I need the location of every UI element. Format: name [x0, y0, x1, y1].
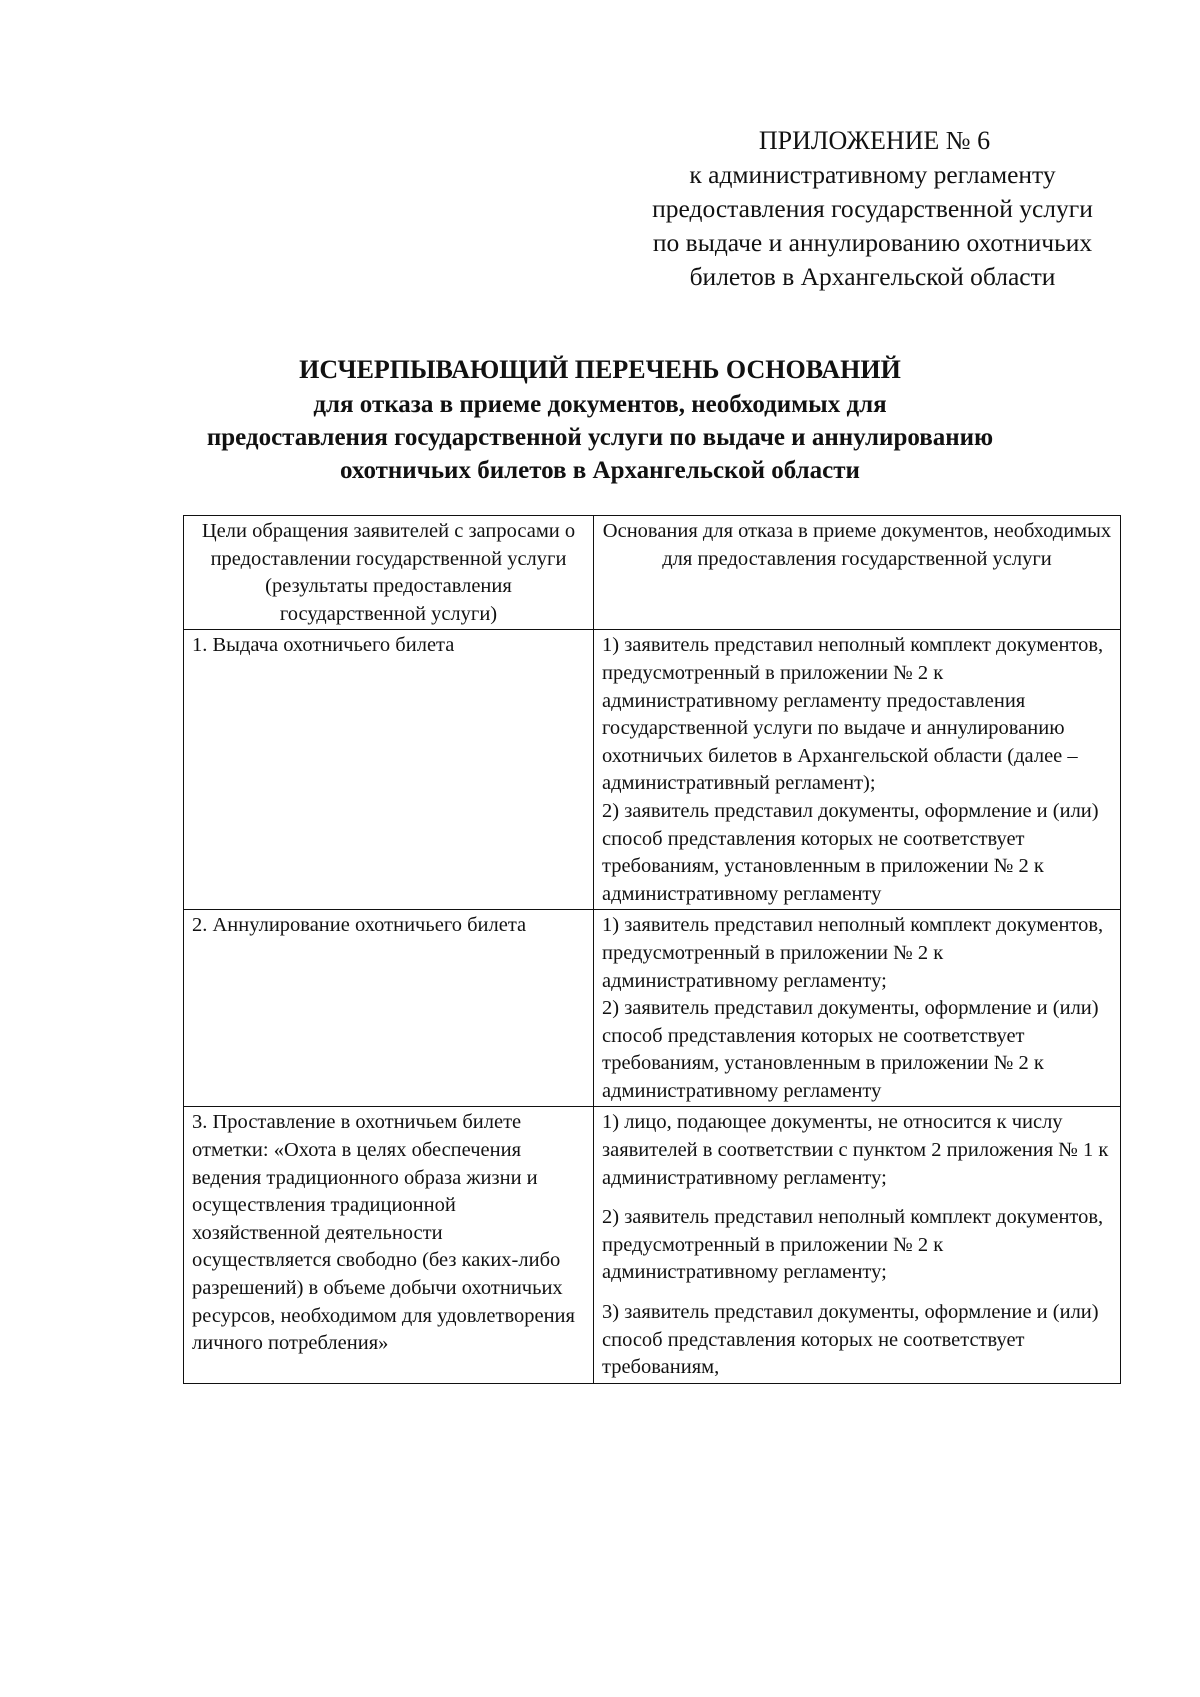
reason-item: 2) заявитель представил документы, оформление и (или) способ представления которых не соответствует требованиям, установленным в приложении № 2 к административному регламенту	[602, 997, 1099, 1102]
appendix-title: ПРИЛОЖЕНИЕ № 6	[758, 126, 991, 155]
goal-cell: 3. Проставление в охотничьем билете отметки: «Охота в целях обеспечения ведения традиционного образа жизни и осуществления традиционной хозяйственной деятельности осуществляется свободно (без каких-либо разрешений) в объеме добычи охотничьих ресурсов, необходимом для удовлетворения личного потребления»	[184, 1107, 594, 1383]
appendix-block	[600, 124, 1145, 294]
goal-cell: 2. Аннулирование охотничьего билета	[184, 910, 594, 1107]
reason-item: 1) заявитель представил неполный комплект документов, предусмотренный в приложении № 2 к административному регламенту;	[602, 914, 1104, 992]
document-heading	[150, 352, 1050, 487]
header-goals: Цели обращения заявителей с запросами о предоставлении государственной услуги (результаты предоставления государственной услуги)	[184, 516, 594, 630]
document-title: ИСЧЕРПЫВАЮЩИЙ ПЕРЕЧЕНЬ ОСНОВАНИЙ	[299, 355, 901, 384]
reason-item: 1) заявитель представил неполный комплект документов, предусмотренный в приложении № 2 к административному регламенту предоставления государственной услуги по выдаче и аннулированию охотничьих билетов в Архангельской области (далее – административный регламент);	[602, 634, 1104, 795]
reasons-cell	[594, 630, 1121, 910]
table-row	[184, 1107, 1121, 1383]
appendix-line: по выдаче и аннулированию охотничьих	[652, 228, 1093, 257]
reason-item: 2) заявитель представил документы, оформление и (или) способ представления которых не соответствует требованиям, установленным в приложении № 2 к административному регламенту	[602, 799, 1099, 905]
reasons-cell	[594, 1107, 1121, 1383]
reason-item: 1) лицо, подающее документы, не относится к числу заявителей в соответствии с пунктом 2 приложения № 1 к административному регламенту;	[602, 1111, 1109, 1189]
header-grounds: Основания для отказа в приеме документов, необходимых для предоставления государственной услуги	[594, 516, 1121, 630]
appendix-line: билетов в Архангельской области	[689, 262, 1056, 291]
grounds-table	[183, 515, 1121, 1384]
subtitle-line: предоставления государственной услуги по выдаче и аннулированию	[206, 424, 994, 451]
table-row	[184, 910, 1121, 1107]
table-row	[184, 630, 1121, 910]
appendix-line: к административному регламенту	[689, 160, 1056, 189]
reasons-cell	[594, 910, 1121, 1107]
reason-item: 3) заявитель представил документы, оформление и (или) способ представления которых не соответствует требованиям,	[602, 1301, 1099, 1379]
document-subtitle	[150, 388, 1050, 487]
subtitle-line: для отказа в приеме документов, необходимых для	[313, 391, 887, 418]
goal-cell: 1. Выдача охотничьего билета	[184, 630, 594, 910]
subtitle-line: охотничьих билетов в Архангельской области	[340, 457, 860, 484]
appendix-line: предоставления государственной услуги	[652, 194, 1093, 223]
reason-item: 2) заявитель представил неполный комплект документов, предусмотренный в приложении № 2 к административному регламенту;	[602, 1206, 1104, 1284]
table-header-row	[184, 516, 1121, 630]
